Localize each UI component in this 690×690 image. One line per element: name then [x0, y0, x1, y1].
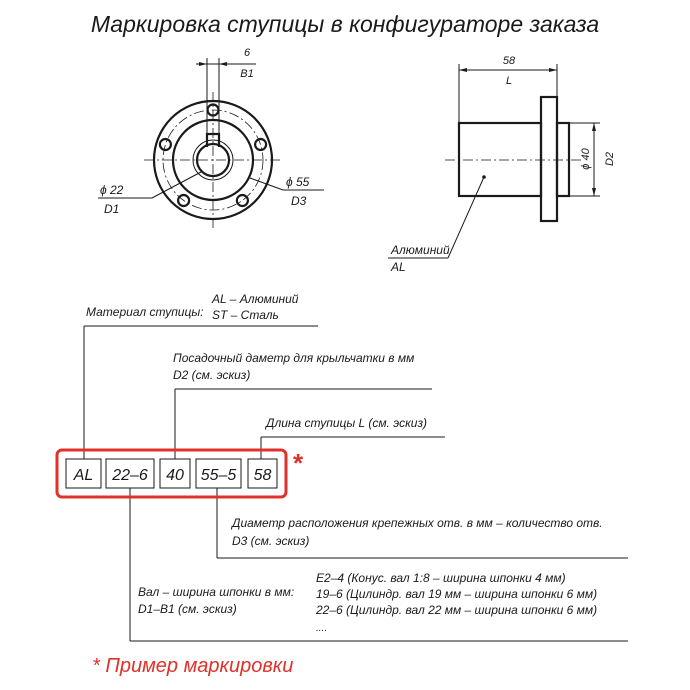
shaft-annotation-line1: Вал – ширина шпонки в мм: [138, 585, 295, 599]
bolt-circle-annotation-line1: Диаметр расположения крепежных отв. в мм – количество отв. [232, 516, 603, 530]
fit-diameter-line1: Посадочный даметр для крыльчатки в мм [173, 351, 415, 365]
material-option-al: AL – Алюминий [212, 292, 299, 306]
hub-spigot [557, 123, 569, 196]
page-title: Маркировка ступицы в конфигураторе заказа [90, 11, 600, 37]
material-note: Алюминий [391, 243, 450, 257]
bolt-circle-dim-label: D3 [291, 194, 307, 208]
mount-hole-5 [160, 139, 171, 150]
diameter-dim-label: D2 [604, 151, 616, 167]
shaft-option-e2-4: E2–4 (Конус. вал 1:8 – ширина шпонки 4 мм) [316, 571, 566, 585]
bore-dim-label: D1 [104, 202, 120, 216]
code-segment-material: AL [73, 467, 94, 484]
material-option-st: ST – Сталь [212, 308, 279, 322]
code-segment-shaft: 22–6 [112, 467, 148, 484]
bolt-circle-leader-line [250, 178, 283, 190]
example-code [57, 448, 304, 497]
shaft-option-more: .... [316, 623, 328, 634]
diameter-dim-value: ϕ 40 [580, 148, 592, 170]
example-asterisk: * [293, 448, 304, 478]
bore-dim-value: ϕ 22 [100, 183, 124, 197]
code-segment-bolt-circle: 55–5 [200, 467, 237, 484]
bolt-circle-annotation-line2: D3 (см. эскиз) [232, 534, 310, 548]
material-note-code: AL [391, 260, 406, 274]
material-annotation-label: Материал ступицы: [86, 305, 204, 319]
hub-length-annotation: Длина ступицы L (см. эскиз) [266, 416, 428, 430]
length-dim-label: L [505, 75, 513, 87]
code-segment-length: 58 [253, 467, 272, 484]
length-dim-value: 58 [502, 55, 516, 67]
code-segment-fit-diameter: 40 [166, 467, 184, 484]
hub-body [459, 123, 541, 196]
shaft-annotation-line2: D1–B1 (см. эскиз) [138, 602, 237, 616]
front-view-drawing [98, 47, 324, 228]
bolt-circle-dim-value: ϕ 55 [286, 175, 310, 189]
side-view-drawing [388, 55, 616, 274]
flange-body [541, 97, 557, 221]
example-note: * Пример маркировки [92, 655, 294, 677]
fit-diameter-line2: D2 (см. эскиз) [173, 368, 251, 382]
keyway-dim-label: B1 [240, 68, 254, 80]
keyway-dim-value: 6 [243, 47, 251, 59]
mount-hole-3 [237, 195, 248, 206]
material-leader-line [448, 177, 484, 258]
shaft-option-22-6: 22–6 (Цилиндр. вал 22 мм – ширина шпонки 6 мм) [316, 603, 598, 617]
shaft-option-19-6: 19–6 (Цилиндр. вал 19 мм – ширина шпонки 6 мм) [316, 587, 598, 601]
